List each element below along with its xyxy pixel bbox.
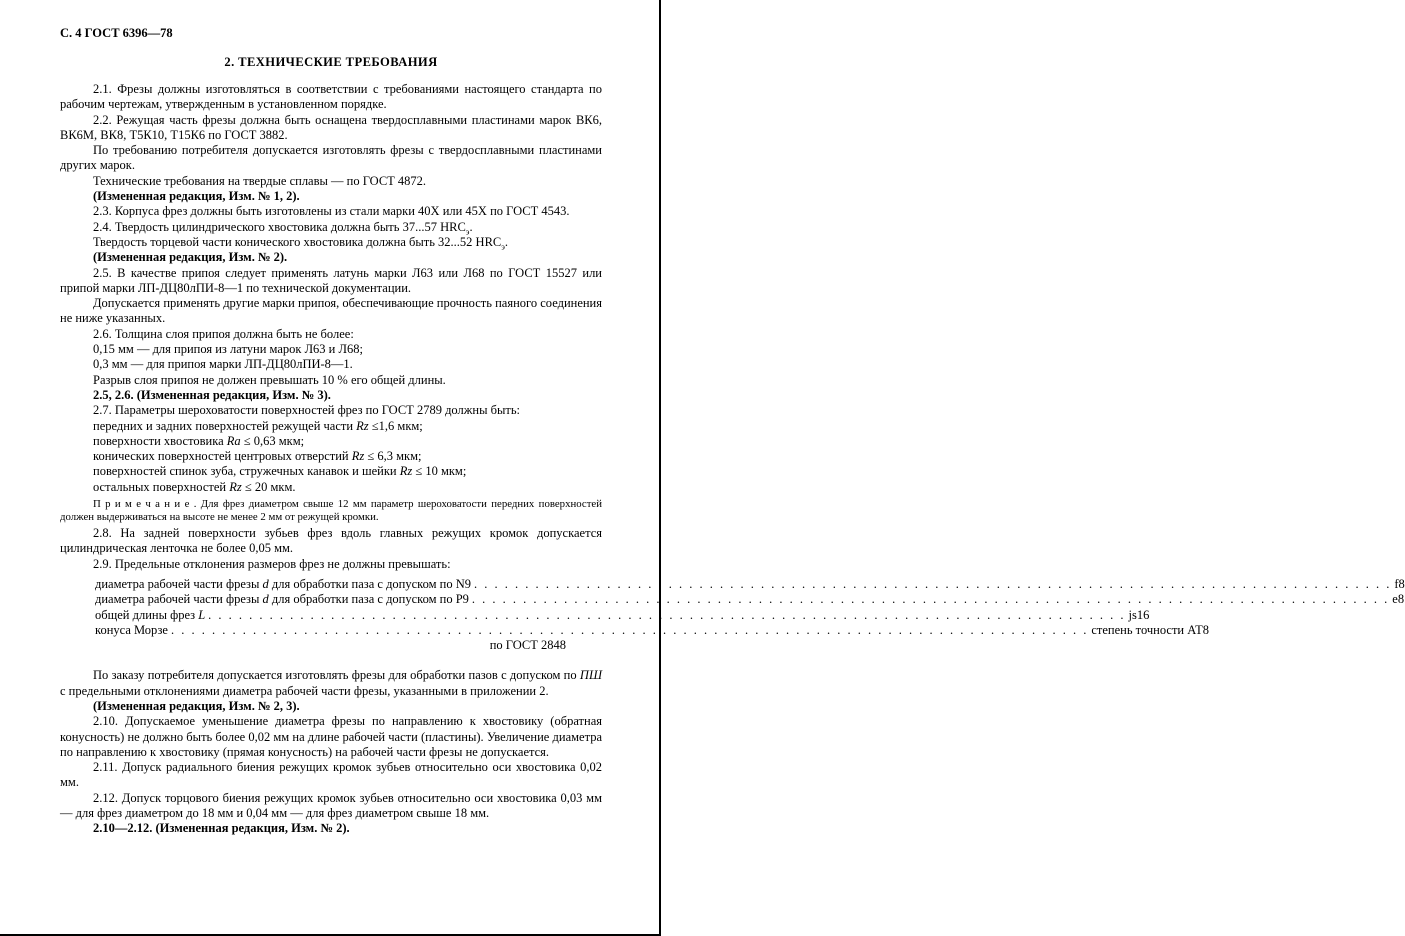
paragraph bbox=[60, 220, 602, 235]
text-run: (Измененная редакция, Изм. № 2, 3). bbox=[93, 698, 300, 713]
leader-text bbox=[95, 623, 168, 638]
text-run: ≤ 20 мкм. bbox=[241, 479, 296, 494]
text-run: Твердость торцевой части конического хвостовика должна быть 32...52 HRC bbox=[93, 234, 502, 249]
text-run: с предельными отклонениями диаметра рабочей части фрезы, указанными в приложении 2. bbox=[60, 683, 549, 698]
paragraph bbox=[60, 557, 602, 572]
text-run: . bbox=[469, 219, 473, 234]
text-run: передних и задних поверхностей режущей части bbox=[93, 418, 357, 433]
leader-text bbox=[95, 577, 471, 592]
dot-leader: . . . . . . . . . . . . . . . . . . . . . . . . . . . . . . . . . . . . . . . . . . . . . . . . . . . . . . . . . . . . . . . . . . . . . . . . . . . . . . . . . . . . . . . . . . bbox=[170, 622, 1089, 637]
text-run: остальных поверхностей bbox=[93, 479, 230, 494]
text-run: 2.10. Допускаемое уменьшение диаметра фрезы по направлению к хвостовику (обратная конусность) не должно быть более 0,02 мм на длине рабочей части (пластины). Увеличение диаметра по направлению к хвостовику (прямая конусность) на рабочей части фрезы не допускается. bbox=[60, 714, 602, 759]
paragraph bbox=[60, 434, 602, 449]
text-run: Допускается применять другие марки припоя, обеспечивающие прочность паяного соединения не ниже указанных. bbox=[60, 296, 602, 326]
section-title: 2. ТЕХНИЧЕСКИЕ ТРЕБОВАНИЯ bbox=[224, 55, 438, 69]
text-run: . bbox=[504, 234, 509, 249]
leader-value: f8 bbox=[1394, 576, 1405, 591]
text-run: Ra bbox=[226, 433, 241, 448]
paragraph bbox=[60, 821, 602, 836]
text-run: 2.10—2.12. (Измененная редакция, Изм. № 2). bbox=[93, 821, 350, 836]
leader-row bbox=[95, 592, 1405, 607]
text-run: 2.5, 2.6. (Измененная редакция, Изм. № 3). bbox=[93, 387, 331, 402]
text-run: э bbox=[501, 241, 505, 252]
paragraph bbox=[60, 342, 602, 357]
text-run: поверхности хвостовика bbox=[93, 433, 227, 448]
text-run: ≤ 0,63 мкм; bbox=[240, 433, 305, 448]
text-run: (Измененная редакция, Изм. № 1, 2). bbox=[93, 189, 300, 204]
dot-leader: . . . . . . . . . . . . . . . . . . . . . . . . . . . . . . . . . . . . . . . . . . . . . . . . . . . . . . . . . . . . . . . . . . . . . . . . . . . . . . . . . . . . . . . . . . bbox=[208, 607, 1126, 622]
text-run: ≤1,6 мкм; bbox=[368, 418, 423, 433]
text-run: d bbox=[262, 592, 269, 607]
note-paragraph bbox=[60, 498, 602, 524]
text-run: для обработки паза с допуском по Р9 bbox=[268, 592, 469, 607]
paragraph bbox=[60, 419, 602, 434]
paragraph bbox=[60, 699, 602, 714]
text-run: 2.7. Параметры шероховатости поверхностей фрез по ГОСТ 2789 должны быть: bbox=[93, 403, 520, 418]
text-run: Технические требования на твердые сплавы — по ГОСТ 4872. bbox=[93, 173, 427, 188]
text-run: конических поверхностей центровых отверстий bbox=[93, 449, 352, 464]
text-run: по ГОСТ 2848 bbox=[489, 638, 566, 653]
text-run: 2.11. Допуск радиального биения режущих кромок зубьев относительно оси хвостовика 0,02 мм. bbox=[60, 760, 602, 790]
text-run: d bbox=[262, 576, 269, 591]
text-run: Для фрез диаметром свыше 12 мм параметр шероховатости передних поверхностей должен выдерживаться на высоте не менее 2 мм от режущей кромки. bbox=[60, 498, 602, 524]
paragraph bbox=[60, 760, 602, 791]
text-run: 2.12. Допуск торцового биения режущих кромок зубьев относительно оси хвостовика 0,03 мм — для фрез диаметром до 18 мм и 0,04 мм — для фрез диаметром свыше 18 мм. bbox=[60, 790, 602, 821]
text-run: Rz bbox=[399, 464, 413, 479]
text-run: По требованию потребителя допускается изготовлять фрезы с твердосплавными пластинами других марок. bbox=[60, 143, 602, 173]
text-run: конуса Морзе bbox=[95, 622, 168, 637]
paragraph bbox=[60, 714, 602, 760]
paragraph bbox=[60, 668, 602, 699]
paragraph bbox=[60, 174, 602, 189]
text-run: L bbox=[198, 607, 206, 622]
text-run: По заказу потребителя допускается изготовлять фрезы для обработки пазов с допуском по bbox=[93, 668, 580, 683]
paragraph bbox=[60, 113, 602, 144]
text-run: 0,15 мм — для припоя из латуни марок Л63 и Л68; bbox=[93, 342, 363, 357]
text-run: Разрыв слоя припоя не должен превышать 10 % его общей длины. bbox=[93, 372, 446, 387]
dot-leader: . . . . . . . . . . . . . . . . . . . . . . . . . . . . . . . . . . . . . . . . . . . . . . . . . . . . . . . . . . . . . . . . . . . . . . . . . . . . . . . . . . . . . . . . . . bbox=[474, 576, 1392, 591]
paragraph bbox=[60, 82, 602, 113]
text-run: Rz bbox=[351, 449, 365, 464]
paragraph bbox=[60, 373, 602, 388]
leader-value: js16 bbox=[1128, 607, 1150, 622]
leader-value: е8 bbox=[1392, 592, 1405, 607]
paragraph bbox=[60, 143, 602, 174]
leader-value: степень точности АТ8 bbox=[1091, 622, 1210, 637]
right-aligned-line bbox=[60, 638, 602, 653]
text-run: диаметра рабочей части фрезы bbox=[95, 576, 263, 591]
text-run: 2.6. Толщина слоя припоя должна быть не более: bbox=[93, 326, 354, 341]
paragraph bbox=[60, 449, 602, 464]
paragraph bbox=[60, 791, 602, 822]
text-run: э bbox=[465, 226, 470, 237]
text-run: 2.5. В качестве припоя следует применять латунь марки Л63 или Л68 по ГОСТ 15527 или припой марки ЛП-ДЦ80лПИ-8—1 по технической документации. bbox=[60, 265, 602, 295]
text-run: 0,3 мм — для припоя марки ЛП-ДЦ80лПИ-8—1. bbox=[93, 357, 353, 372]
paragraph bbox=[60, 480, 602, 495]
paragraph bbox=[60, 357, 602, 372]
leader-row bbox=[95, 576, 1405, 592]
text-run: 2.9. Предельные отклонения размеров фрез не должны превышать: bbox=[93, 556, 451, 571]
text-run: диаметра рабочей части фрезы bbox=[95, 592, 263, 607]
page-header: С. 4 ГОСТ 6396—78 bbox=[60, 26, 173, 40]
leader-text bbox=[95, 592, 469, 607]
text-run: ≤ 6,3 мкм; bbox=[364, 449, 422, 464]
text-run: П р и м е ч а н и е . bbox=[93, 498, 201, 511]
content-blocks bbox=[60, 82, 1405, 837]
text-run: Rz bbox=[229, 479, 242, 494]
paragraph bbox=[60, 388, 602, 403]
text-run: поверхностей спинок зуба, стружечных канавок и шейки bbox=[93, 464, 400, 479]
paragraph bbox=[60, 403, 602, 418]
paragraph bbox=[60, 266, 602, 297]
text-run: ≤ 10 мкм; bbox=[412, 464, 467, 479]
paragraph bbox=[60, 526, 602, 557]
text-run: 2.4. Твердость цилиндрического хвостовика должна быть 37...57 HRC bbox=[93, 219, 466, 234]
paragraph bbox=[60, 296, 602, 327]
dot-leader: . . . . . . . . . . . . . . . . . . . . . . . . . . . . . . . . . . . . . . . . . . . . . . . . . . . . . . . . . . . . . . . . . . . . . . . . . . . . . . . . . . . . . . . . . . bbox=[471, 592, 1390, 607]
leader-text bbox=[95, 608, 205, 623]
paragraph bbox=[60, 189, 602, 204]
paragraph bbox=[60, 464, 602, 479]
text-run: 2.3. Корпуса фрез должны быть изготовлены из стали марки 40Х или 45Х по ГОСТ 4543. bbox=[93, 204, 570, 219]
leader-row bbox=[95, 607, 1150, 623]
text-run: Rz bbox=[356, 418, 369, 433]
text-run: 2.1. Фрезы должны изготовляться в соответствии с требованиями настоящего стандарта по рабочим чертежам, утвержденным в установленном порядке. bbox=[60, 82, 602, 112]
text-run: (Измененная редакция, Изм. № 2). bbox=[93, 250, 288, 265]
leader-row bbox=[95, 622, 1210, 638]
text-run: 2.8. На задней поверхности зубьев фрез вдоль главных режущих кромок допускается цилиндрическая ленточка не более 0,05 мм. bbox=[60, 526, 602, 556]
text-run: ПШ bbox=[579, 668, 602, 683]
paragraph bbox=[60, 204, 602, 219]
text-run: для обработки паза с допуском по N9 bbox=[268, 576, 471, 591]
paragraph bbox=[60, 327, 602, 342]
text-run: общей длины фрез bbox=[95, 607, 199, 622]
text-run: 2.2. Режущая часть фрезы должна быть оснащена твердосплавными пластинами марок ВК6, ВК6М, ВК8, Т5К10, Т15К6 по ГОСТ 3882. bbox=[60, 112, 602, 142]
paragraph bbox=[60, 235, 602, 250]
paragraph bbox=[60, 250, 602, 265]
